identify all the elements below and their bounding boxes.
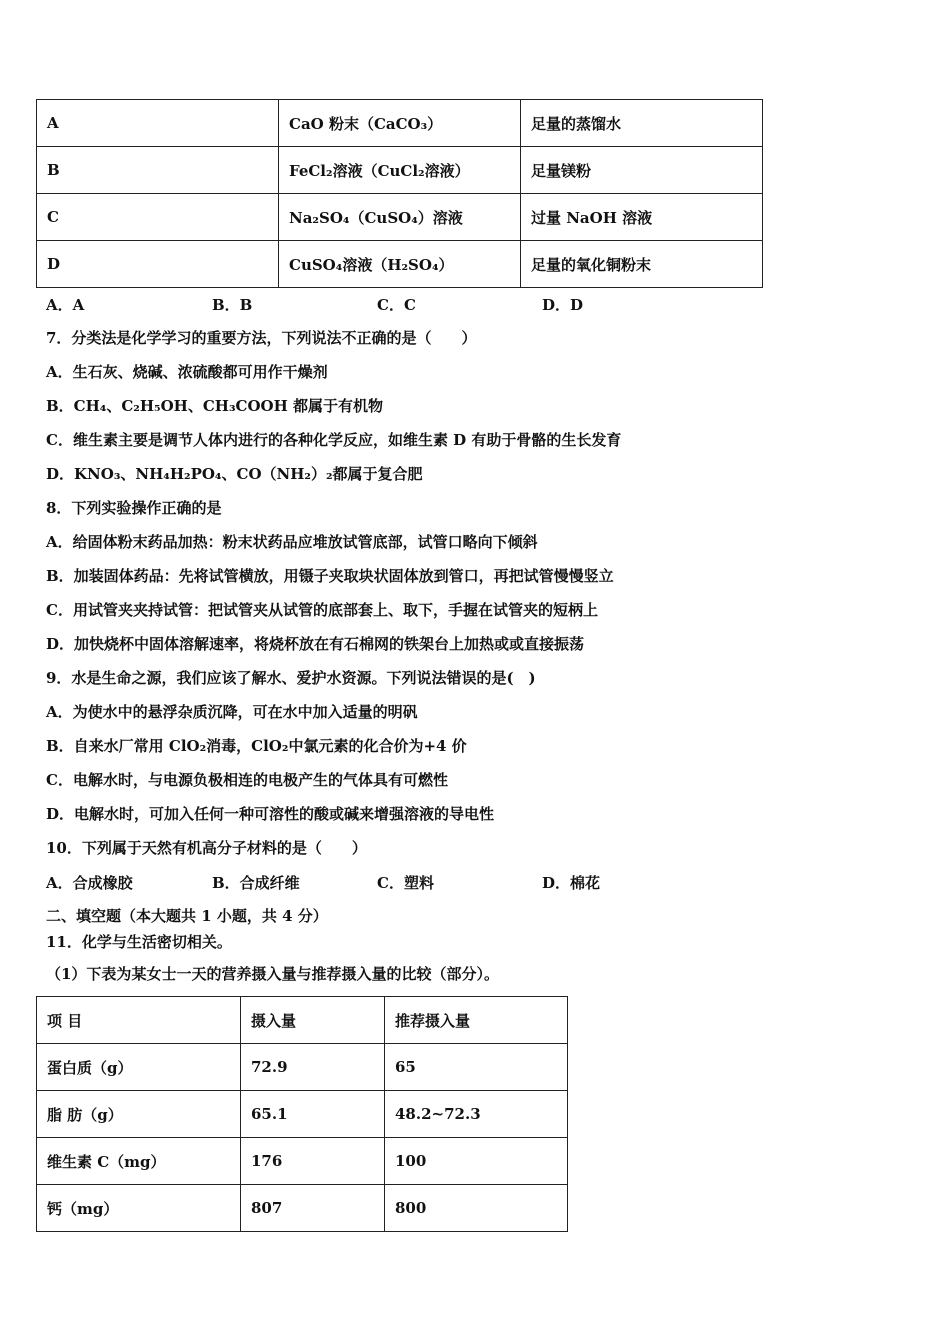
q7-option-d: D．KNO₃、NH₄H₂PO₄、CO（NH₂）₂都属于复合肥: [46, 465, 423, 483]
table-row: [37, 147, 763, 194]
intake-cell: 65.1: [241, 1091, 385, 1138]
q7-stem: 7．分类法是化学学习的重要方法，下列说法不正确的是（ ）: [46, 329, 477, 347]
q9-option-c: C．电解水时，与电源负极相连的电极产生的气体具有可燃性: [46, 771, 448, 789]
q7-option-a: A．生石灰、烧碱、浓硫酸都可用作干燥剂: [46, 363, 328, 381]
section-title: 二、填空题（本大题共 1 小题，共 4 分）: [46, 907, 328, 925]
item-cell: 钙（mg）: [37, 1185, 241, 1232]
table-row: [37, 100, 763, 147]
q11-sub1: （1）下表为某女士一天的营养摄入量与推荐摄入量的比较（部分）。: [46, 965, 499, 983]
recommended-cell: 65: [385, 1044, 568, 1091]
substance-cell: CaO 粉末（CaCO₃）: [279, 100, 521, 147]
header-recommended: 推荐摄入量: [385, 997, 568, 1044]
q10-option-d: D．棉花: [542, 874, 601, 892]
q6-option-a: A．A: [46, 296, 85, 314]
row-label: C: [37, 194, 279, 241]
q6-option-c: C．C: [377, 296, 416, 314]
q9-option-b: B．自来水厂常用 ClO₂消毒，ClO₂中氯元素的化合价为+4 价: [46, 737, 467, 755]
table-row: [37, 1138, 568, 1185]
table-row: [37, 1044, 568, 1091]
q10-stem: 10．下列属于天然有机高分子材料的是（ ）: [46, 839, 367, 857]
q7-option-c: C．维生素主要是调节人体内进行的各种化学反应，如维生素 D 有助于骨骼的生长发育: [46, 431, 622, 449]
header-intake: 摄入量: [241, 997, 385, 1044]
q9-option-a: A．为使水中的悬浮杂质沉降，可在水中加入适量的明矾: [46, 703, 418, 721]
reagent-cell: 过量 NaOH 溶液: [521, 194, 763, 241]
substance-cell: Na₂SO₄（CuSO₄）溶液: [279, 194, 521, 241]
purification-table: [36, 99, 763, 288]
q8-option-a: A．给固体粉末药品加热：粉末状药品应堆放试管底部，试管口略向下倾斜: [46, 533, 538, 551]
intake-cell: 176: [241, 1138, 385, 1185]
intake-cell: 72.9: [241, 1044, 385, 1091]
item-cell: 脂 肪（g）: [37, 1091, 241, 1138]
substance-cell: CuSO₄溶液（H₂SO₄）: [279, 241, 521, 288]
q10-option-b: B．合成纤维: [212, 874, 300, 892]
q9-stem: 9．水是生命之源，我们应该了解水、爱护水资源。下列说法错误的是( ): [46, 669, 536, 687]
q8-option-d: D．加快烧杯中固体溶解速率，将烧杯放在有石棉网的铁架台上加热或或直接振荡: [46, 635, 585, 653]
reagent-cell: 足量镁粉: [521, 147, 763, 194]
recommended-cell: 800: [385, 1185, 568, 1232]
table-row: [37, 194, 763, 241]
q10-option-c: C．塑料: [377, 874, 434, 892]
item-cell: 维生素 C（mg）: [37, 1138, 241, 1185]
header-item: 项 目: [37, 997, 241, 1044]
q9-option-d: D．电解水时，可加入任何一种可溶性的酸或碱来增强溶液的导电性: [46, 805, 495, 823]
q11-stem: 11．化学与生活密切相关。: [46, 933, 232, 951]
substance-cell: FeCl₂溶液（CuCl₂溶液）: [279, 147, 521, 194]
row-label: B: [37, 147, 279, 194]
table-row: [37, 1091, 568, 1138]
q7-option-b: B．CH₄、C₂H₅OH、CH₃COOH 都属于有机物: [46, 397, 383, 415]
q10-option-a: A．合成橡胶: [46, 874, 133, 892]
reagent-cell: 足量的蒸馏水: [521, 100, 763, 147]
row-label: D: [37, 241, 279, 288]
table-row: [37, 1185, 568, 1232]
q8-option-b: B．加装固体药品：先将试管横放，用镊子夹取块状固体放到管口，再把试管慢慢竖立: [46, 567, 614, 585]
q8-stem: 8．下列实验操作正确的是: [46, 499, 222, 517]
row-label: A: [37, 100, 279, 147]
table-row: [37, 241, 763, 288]
recommended-cell: 100: [385, 1138, 568, 1185]
recommended-cell: 48.2~72.3: [385, 1091, 568, 1138]
q6-option-d: D．D: [542, 296, 584, 314]
table-header-row: [37, 997, 568, 1044]
item-cell: 蛋白质（g）: [37, 1044, 241, 1091]
q8-option-c: C．用试管夹夹持试管：把试管夹从试管的底部套上、取下，手握在试管夹的短柄上: [46, 601, 598, 619]
reagent-cell: 足量的氧化铜粉末: [521, 241, 763, 288]
nutrition-table: [36, 996, 568, 1232]
intake-cell: 807: [241, 1185, 385, 1232]
q6-option-b: B．B: [212, 296, 253, 314]
